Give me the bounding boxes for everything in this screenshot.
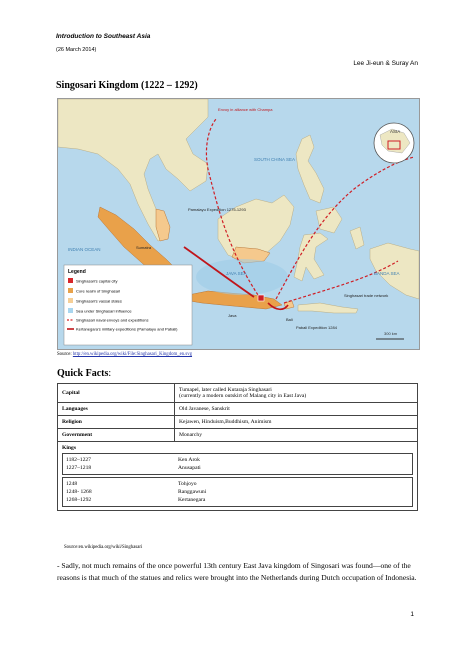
table-source: Source:en.wikipedia.org/wiki/Singhasari bbox=[64, 545, 143, 550]
facts-label-capital: Capital bbox=[58, 384, 175, 403]
king-years: 1227–1218 bbox=[66, 465, 92, 471]
legend-item-capital: Singhasari's capital city bbox=[76, 278, 118, 284]
table-row bbox=[58, 403, 418, 416]
legend-title: Legend bbox=[68, 269, 86, 275]
legend-swatch-core bbox=[68, 288, 73, 293]
king-name: Ken Arok bbox=[178, 457, 200, 463]
legend-swatch-sea bbox=[68, 308, 73, 313]
facts-value-religion: Kejawen, Hinduism,Buddhism, Animism bbox=[175, 416, 418, 429]
legend-item-core: Core realm of Singhasari bbox=[76, 288, 121, 294]
king-name: Anusapati bbox=[178, 465, 201, 471]
legend-item-military: Kertanegara's military expeditions (Pamalayu and Pabali) bbox=[76, 326, 178, 332]
sumatra-label: Sumatra bbox=[136, 245, 152, 250]
trade-network-label: Singhasari trade network bbox=[344, 293, 389, 298]
indian-ocean-label: INDIAN OCEAN bbox=[68, 247, 101, 252]
kings-years-col bbox=[66, 480, 178, 504]
capital-marker bbox=[258, 295, 264, 301]
java-label: Java bbox=[228, 313, 237, 318]
capital-line-1: Tumapel, later called Kutaraja Singhasari bbox=[179, 387, 272, 393]
table-row bbox=[58, 384, 418, 403]
quick-facts-colon: : bbox=[108, 368, 112, 379]
scale-label: 300 km bbox=[384, 331, 398, 336]
legend-item-vassal: Singhasari's vassal states bbox=[76, 298, 122, 304]
king-years: 1248- 1268 bbox=[66, 489, 92, 495]
pabali-label: Pabali Expedition 1284 bbox=[296, 325, 337, 330]
king-name: Tohjoyo bbox=[178, 481, 197, 487]
facts-label-government: Government bbox=[58, 429, 175, 442]
king-years: 1248 bbox=[66, 481, 78, 487]
kings-years-col bbox=[66, 456, 178, 472]
king-name: Ranggawuni bbox=[178, 489, 207, 495]
document-date: (26 March 2014) bbox=[56, 47, 97, 53]
banda-sea-label: BANDA SEA bbox=[374, 271, 400, 276]
map-svg bbox=[58, 99, 419, 349]
king-years: 1182–1227 bbox=[66, 457, 91, 463]
facts-value-languages: Old Javanese, Sanskrit bbox=[175, 403, 418, 416]
king-years: 1268–1292 bbox=[66, 497, 92, 503]
pamalayu-label: Pamalayu Expedition 1275-1293 bbox=[188, 207, 246, 212]
envoy-label: Envoy in alliance with Champa bbox=[218, 107, 273, 112]
map-legend bbox=[64, 265, 192, 345]
table-row bbox=[58, 442, 418, 511]
map-source-prefix: Source: bbox=[57, 352, 73, 357]
facts-table bbox=[57, 383, 418, 511]
kings-cell bbox=[58, 442, 418, 511]
page-number: 1 bbox=[410, 611, 414, 618]
inset-label: ASIA bbox=[390, 129, 401, 134]
south-china-sea-label: SOUTH CHINA SEA bbox=[254, 157, 296, 162]
facts-value-government: Monarchy bbox=[175, 429, 418, 442]
legend-swatch-vassal bbox=[68, 298, 73, 303]
map-source bbox=[57, 352, 192, 357]
document-course-title: Introduction to Southeast Asia bbox=[56, 33, 151, 40]
map-source-link[interactable]: http://en.wikipedia.org/wiki/File:Singhasari_Kingdom_en.svg bbox=[72, 352, 193, 357]
kings-title: Kings bbox=[62, 445, 76, 451]
quick-facts-title: Quick Facts bbox=[57, 368, 109, 379]
kings-names-col bbox=[178, 480, 206, 504]
document-authors: Lee Ji-eun & Suray An bbox=[353, 60, 418, 67]
facts-value-capital bbox=[175, 384, 418, 403]
facts-label-religion: Religion bbox=[58, 416, 175, 429]
table-row bbox=[58, 416, 418, 429]
kings-names-col bbox=[178, 456, 201, 472]
java-sea-label: JAVA SEA bbox=[226, 271, 247, 276]
kings-group-1 bbox=[62, 453, 413, 475]
table-row bbox=[58, 429, 418, 442]
section-title: Singosari Kingdom (1222 – 1292) bbox=[56, 80, 198, 91]
facts-label-languages: Languages bbox=[58, 403, 175, 416]
king-name: Kertanegara bbox=[178, 497, 206, 503]
bali-label: Bali bbox=[286, 317, 293, 322]
legend-item-envoy: Singhasari naval envoys and expeditions bbox=[76, 317, 149, 323]
quick-facts-heading bbox=[57, 368, 111, 379]
kings-group-2 bbox=[62, 477, 413, 507]
legend-item-sea: Sea under Singhasari influence bbox=[76, 308, 132, 314]
capital-line-2: (currently a modern outskirt of Malang city in East Java) bbox=[179, 393, 307, 399]
body-paragraph: - Sadly, not much remains of the once powerful 13th century East Java kingdom of Singosari was found—one of the reasons is that much of the statues and relics were brought into the Netherlands during Dutch occupation of Indonesia. bbox=[57, 561, 417, 582]
singhasari-map bbox=[57, 98, 420, 350]
legend-swatch-capital bbox=[68, 278, 73, 283]
